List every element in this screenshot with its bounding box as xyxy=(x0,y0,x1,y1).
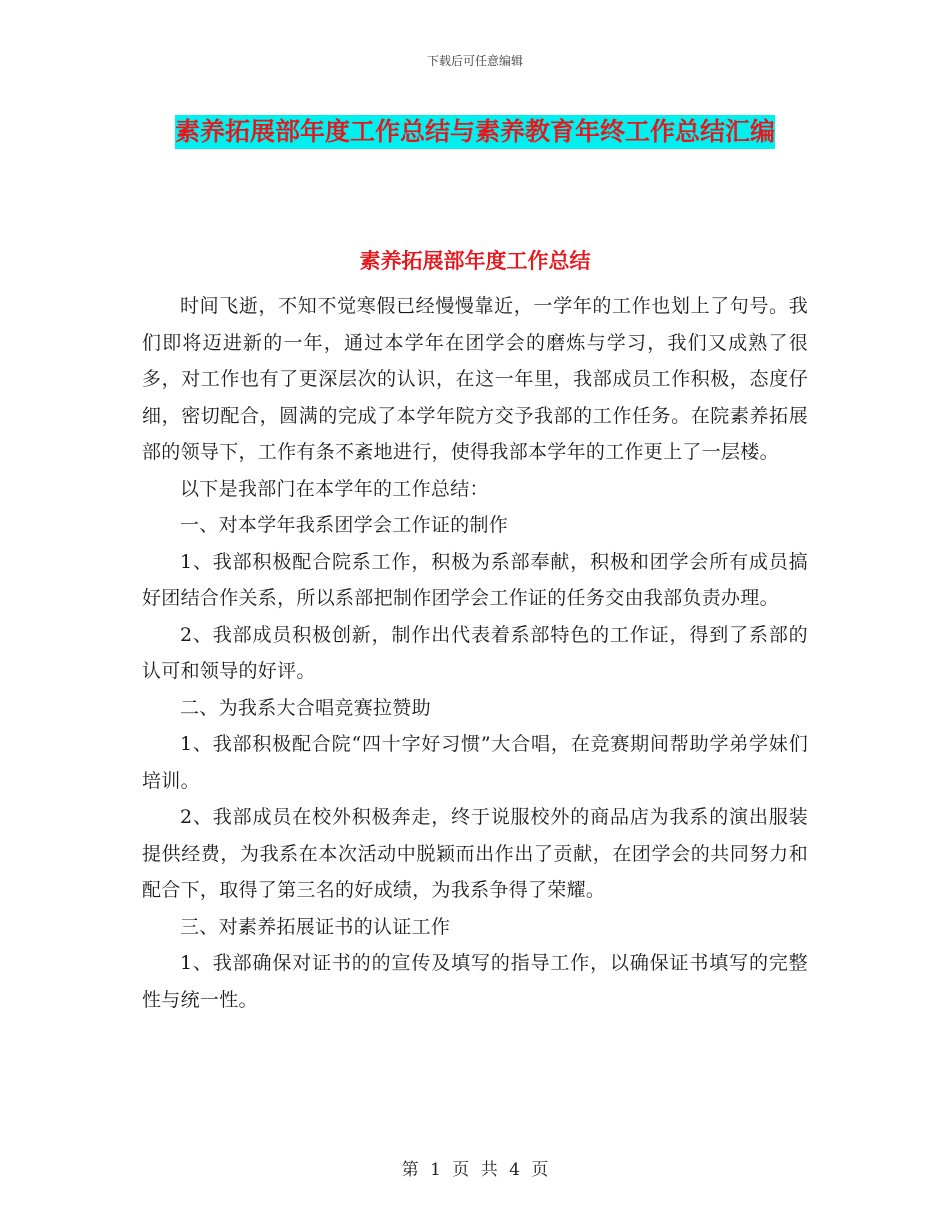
document-title-text: 素养拓展部年度工作总结与素养教育年终工作总结汇编 xyxy=(175,115,775,149)
paragraph: 1、我部确保对证书的的宣传及填写的指导工作，以确保证书填写的完整性与统一性。 xyxy=(142,952,808,1011)
paragraph: 2、我部成员积极创新，制作出代表着系部特色的工作证，得到了系部的认可和领导的好评。 xyxy=(142,623,808,682)
section-title: 素养拓展部年度工作总结 xyxy=(359,249,591,273)
paragraph: 2、我部成员在校外积极奔走，终于说服校外的商品店为我系的演出服装提供经费，为我系在本次活动中脱颖而出作出了贡献，在团学会的共同努力和配合下，取得了第三名的好成绩，为我系争得了荣耀。 xyxy=(142,806,808,901)
paragraph: 1、我部积极配合院“四十字好习惯”大合唱，在竞赛期间帮助学弟学妹们培训。 xyxy=(142,733,808,792)
page-header-note: 下载后可任意编辑 xyxy=(426,54,523,68)
paragraph: 以下是我部门在本学年的工作总结： xyxy=(180,477,489,500)
paragraph: 时间飞逝，不知不觉寒假已经慢慢靠近，一学年的工作也划上了句号。我们即将迈进新的一年，通过本学年在团学会的磨炼与学习，我们又成熟了很多，对工作也有了更深层次的认识，在这一年里，我部成员工作积极，态度仔细，密切配合，圆满的完成了本学年院方交予我部的工作任务。在院素养拓展部的领导下，工作有条不紊地进行，使得我部本学年的工作更上了一层楼。 xyxy=(142,295,808,463)
heading-item: 三、对素养拓展证书的认证工作 xyxy=(180,915,451,938)
document-title xyxy=(142,108,808,156)
heading-item: 二、为我系大合唱竞赛拉赞助 xyxy=(180,696,431,719)
page-number-footer: 第 1 页 共 4 页 xyxy=(401,1160,549,1180)
document-body xyxy=(142,288,808,1018)
heading-item: 一、对本学年我系团学会工作证的制作 xyxy=(180,514,509,536)
paragraph: 1、我部积极配合院系工作，积极为系部奉献，积极和团学会所有成员搞好团结合作关系，所以系部把制作团学会工作证的任务交由我部负责办理。 xyxy=(142,550,808,609)
